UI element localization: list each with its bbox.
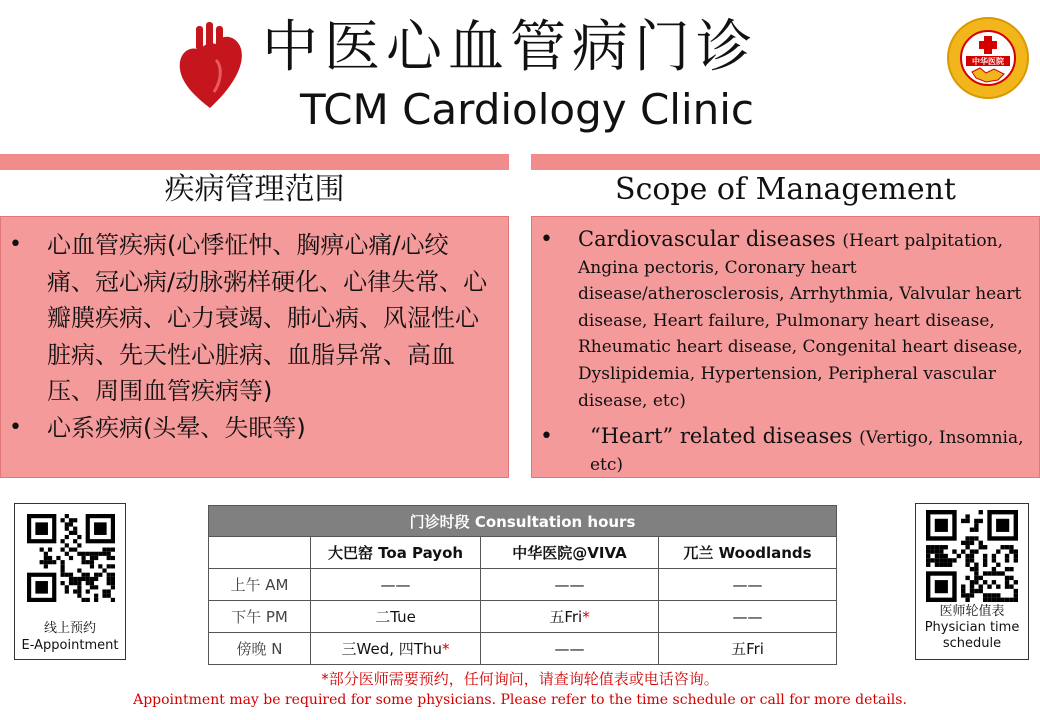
page-title-en: TCM Cardiology Clinic xyxy=(300,85,755,134)
qr-caption-cn: 线上预约 xyxy=(43,621,96,636)
right-scope-panel xyxy=(531,216,1040,478)
column-header: 中华医院@VIVA xyxy=(481,537,659,569)
column-header: 兀兰 Woodlands xyxy=(659,537,837,569)
left-scope-panel xyxy=(0,216,509,478)
qr-caption-cn: 医师轮值表 xyxy=(939,604,1005,619)
physician-schedule-qr-card[interactable] xyxy=(915,503,1029,660)
qr-code-icon[interactable] xyxy=(926,510,1018,602)
list-item-text: 心系疾病(头晕、失眠等) xyxy=(47,413,306,442)
row-label: 傍晚 N xyxy=(209,633,311,665)
column-header xyxy=(209,537,311,569)
page-title-cn: 中医心血管病门诊 xyxy=(262,15,758,80)
list-item xyxy=(1,410,508,447)
table-row xyxy=(209,569,837,601)
right-heading: Scope of Management xyxy=(615,172,956,207)
table-caption: 门诊时段 Consultation hours xyxy=(209,506,837,537)
table-cell: 五Fri* xyxy=(481,601,659,633)
heart-icon xyxy=(176,20,246,110)
table-row xyxy=(209,601,837,633)
row-label: 下午 PM xyxy=(209,601,311,633)
table-cell: —— xyxy=(659,569,837,601)
qr-caption-en: Physician time schedule xyxy=(924,620,1020,651)
bullet-icon: • xyxy=(540,227,553,252)
column-header: 大巴窑 Toa Payoh xyxy=(311,537,481,569)
list-item xyxy=(532,424,1039,478)
list-item xyxy=(532,227,1039,414)
e-appointment-qr-card[interactable] xyxy=(14,503,126,660)
table-cell: —— xyxy=(481,633,659,665)
row-label: 上午 AM xyxy=(209,569,311,601)
qr-caption-en: E-Appointment xyxy=(21,638,119,653)
list-item-text: 心血管疾病(心悸怔忡、胸痹心痛/心绞痛、冠心病/动脉粥样硬化、心律失常、心瓣膜疾病、心力衰竭、肺心病、风湿性心脏病、先天性心脏病、血脂异常、高血压、周围血管疾病等) xyxy=(47,231,488,406)
clinic-logo xyxy=(946,16,1030,100)
appointment-note-cn: *部分医师需要预约，任何询问，请查询轮值表或电话咨询。 xyxy=(321,670,719,688)
table-cell: 二Tue xyxy=(311,601,481,633)
table-cell: —— xyxy=(311,569,481,601)
table-header-row xyxy=(209,537,837,569)
consultation-hours-table xyxy=(208,505,837,665)
list-item-title: “Heart” related diseases xyxy=(590,424,860,449)
bullet-icon: • xyxy=(9,414,22,440)
table-row xyxy=(209,633,837,665)
table-cell: —— xyxy=(659,601,837,633)
qr-code-icon[interactable] xyxy=(27,514,115,602)
table-cell: 三Wed, 四Thu* xyxy=(311,633,481,665)
table-cell: 五Fri xyxy=(659,633,837,665)
appointment-note-en: Appointment may be required for some physicians. Please refer to the time schedule or call for more details. xyxy=(133,692,907,708)
bullet-icon: • xyxy=(540,424,553,450)
list-item-title: Cardiovascular diseases xyxy=(578,227,843,251)
bullet-icon: • xyxy=(9,232,22,257)
svg-text:中华医院: 中华医院 xyxy=(972,57,1004,66)
list-item-detail: (Heart palpitation, Angina pectoris, Coronary heart disease/atherosclerosis, Arrhythmia, Valvular heart disease, Heart failure, Pulmonary heart disease, Rheumatic heart disease, Congenital heart disease, Dyslipidemia, Hypertension, Peripheral vascular disease, etc) xyxy=(578,231,1023,411)
right-header-bar xyxy=(531,154,1040,170)
left-heading: 疾病管理范围 xyxy=(164,172,345,207)
list-item-detail: (Vertigo, Insomnia, etc) xyxy=(590,428,1024,475)
list-item xyxy=(1,227,508,410)
table-cell: —— xyxy=(481,569,659,601)
left-header-bar xyxy=(0,154,509,170)
